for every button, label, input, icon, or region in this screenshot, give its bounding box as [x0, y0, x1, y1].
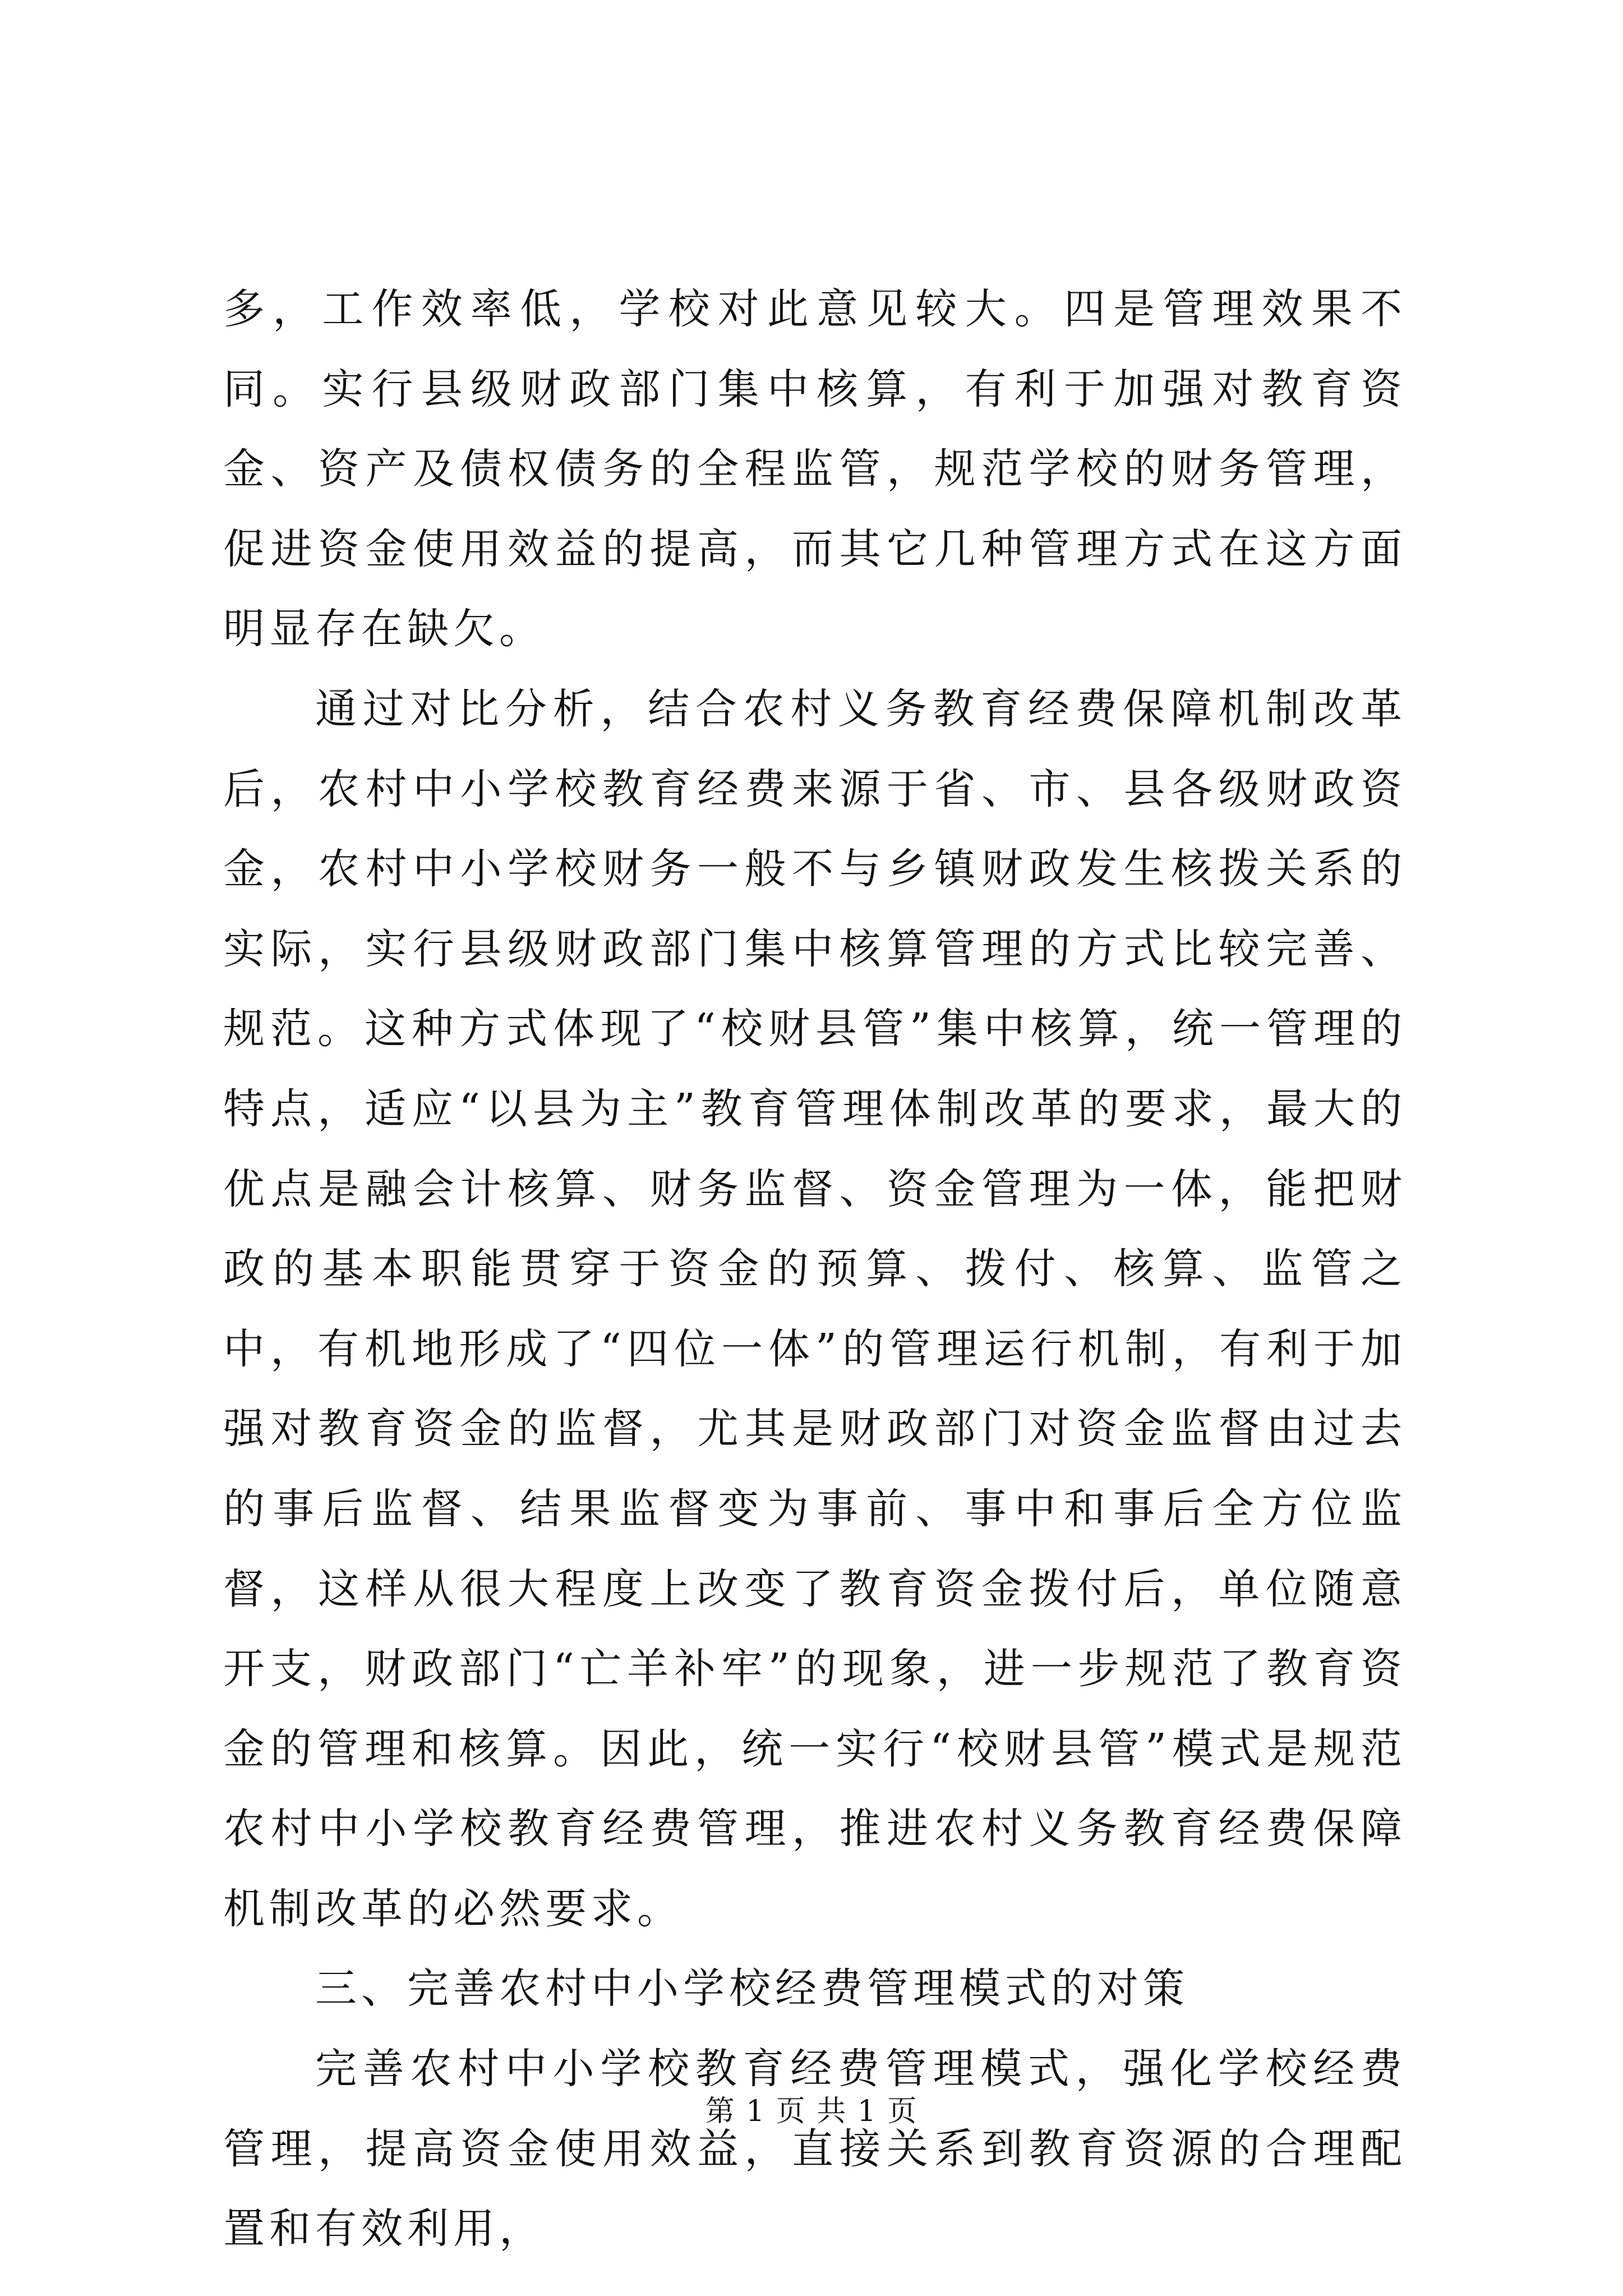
paragraph-continuation: 多，工作效率低，学校对此意见较大。四是管理效果不同。实行县级财政部门集中核算，有利于加强对教育资金、资产及债权债务的全程监管，规范学校的财务管理，促进资金使用效益的提高，而其它几种管理方式在这方面明显存在缺欠。 — [223, 285, 1407, 654]
document-body — [223, 269, 1407, 2269]
page-number-footer: 第 1 页 共 1 页 — [705, 2095, 918, 2128]
paragraph-countermeasures: 完善农村中小学校教育经费管理模式，强化学校经费管理，提高资金使用效益，直接关系到教育资源的合理配置和有效利用， — [223, 2045, 1407, 2253]
paragraph-analysis: 通过对比分析，结合农村义务教育经费保障机制改革后，农村中小学校教育经费来源于省、市、县各级财政资金，农村中小学校财务一般不与乡镇财政发生核拨关系的实际，实行县级财政部门集中核算管理的方式比较完善、规范。这种方式体现了“校财县管”集中核算，统一管理的特点，适应“以县为主”教育管理体制改革的要求，最大的优点是融会计核算、财务监督、资金管理为一体，能把财政的基本职能贯穿于资金的预算、拨付、核算、监管之中，有机地形成了“四位一体”的管理运行机制，有利于加强对教育资金的监督，尤其是财政部门对资金监督由过去的事后监督、结果监督变为事前、事中和事后全方位监督，这样从很大程度上改变了教育资金拨付后，单位随意开支，财政部门“亡羊补牢”的现象，进一步规范了教育资金的管理和核算。因此，统一实行“校财县管”模式是规范农村中小学校教育经费管理，推进农村义务教育经费保障机制改革的必然要求。 — [223, 684, 1407, 1933]
section-heading: 三、完善农村中小学校经费管理模式的对策 — [315, 1964, 1189, 2013]
